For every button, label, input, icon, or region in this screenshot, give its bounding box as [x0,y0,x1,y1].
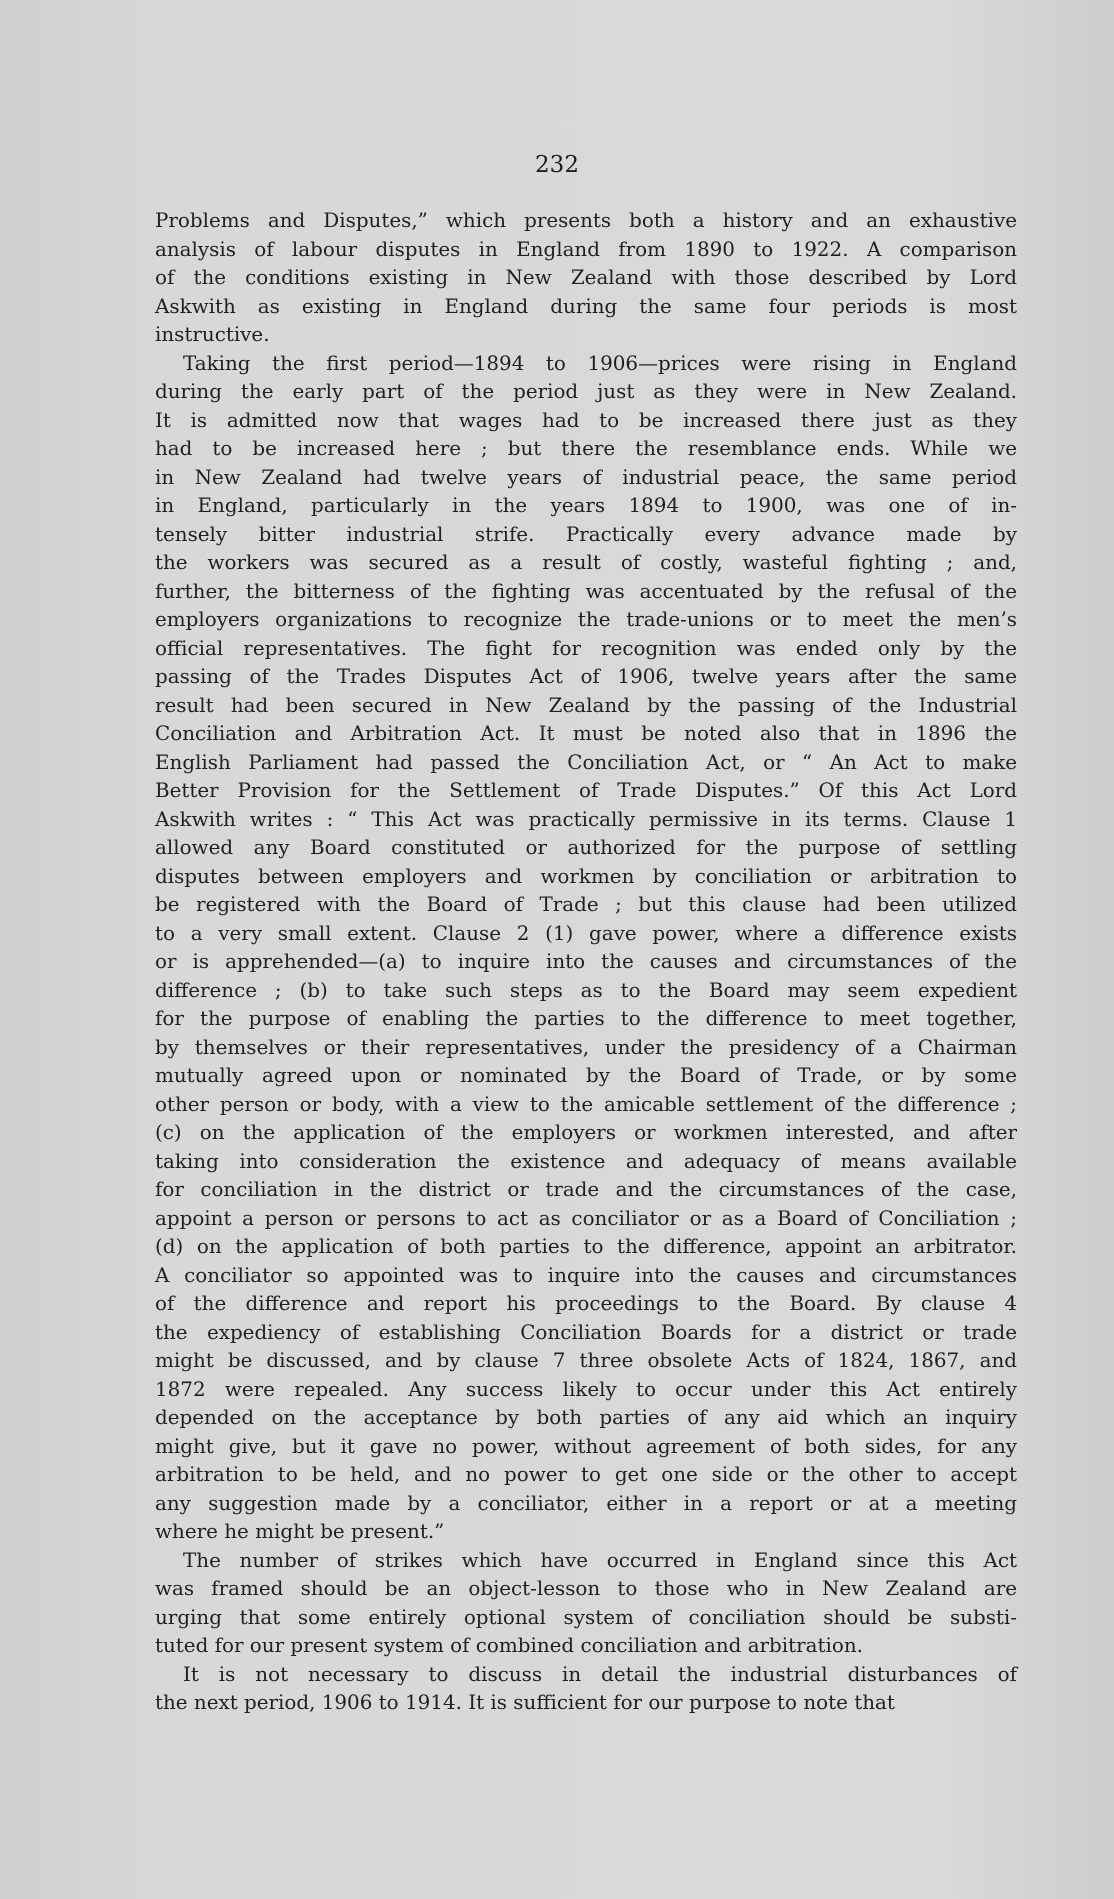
text-line: instructive. [155,323,270,346]
text-line: in England, particularly in the years 1894 to 1900, was one of in- [155,494,1017,517]
text-line: allowed any Board constituted or authorized for the purpose of settling [155,836,1017,859]
paragraph [155,350,1017,1547]
text-line: A conciliator so appointed was to inquire into the causes and circumstances [155,1263,1017,1287]
text-line: depended on the acceptance by both parties of any aid which an inquiry [155,1406,1017,1429]
text-line: arbitration to be held, and no power to get one side or the other to accept [155,1463,1017,1486]
text-line: The number of strikes which have occurred in England since this Act [183,1548,1017,1572]
text-line: might be discussed, and by clause 7 three obsolete Acts of 1824, 1867, and [155,1349,1017,1372]
text-line: taking into consideration the existence and adequacy of means available [155,1149,1017,1173]
text-line: might give, but it gave no power, without agreement of both sides, for any [155,1434,1017,1458]
text-line: Askwith as existing in England during the same four periods is most [155,294,1017,318]
text-line: of the conditions existing in New Zealand with those described by Lord [155,266,1017,289]
text-line: for the purpose of enabling the parties to the difference to meet together, [155,1007,1017,1030]
text-line: urging that some entirely optional system of conciliation should be substi- [155,1605,1017,1629]
text-line: during the early part of the period just as they were in New Zealand. [155,380,1017,403]
text-line: difference ; (b) to take such steps as to the Board may seem expedient [155,978,1017,1002]
text-line: where he might be present.” [155,1520,445,1543]
text-line: It is admitted now that wages had to be increased there just as they [155,408,1017,432]
text-line: appoint a person or persons to act as conciliator or as a Board of Conciliation ; [155,1206,1017,1230]
text-line: or is apprehended—(a) to inquire into the causes and circumstances of the [155,950,1017,973]
text-line: for conciliation in the district or trade and the circumstances of the case, [155,1178,1017,1201]
text-line: by themselves or their representatives, under the presidency of a Chairman [155,1035,1017,1059]
text-line: the expediency of establishing Conciliation Boards for a district or trade [155,1320,1017,1344]
text-line: had to be increased here ; but there the resemblance ends. While we [155,437,1017,460]
text-line: tuted for our present system of combined conciliation and arbitration. [155,1634,863,1657]
text-line: (d) on the application of both parties to the difference, appoint an arbitrator. [155,1235,1017,1258]
paragraph [155,1661,1017,1718]
text-line: Askwith writes : “ This Act was practically permissive in its terms. Clause 1 [155,807,1017,831]
text-line: in New Zealand had twelve years of industrial peace, the same period [155,465,1017,489]
text-line: Problems and Disputes,” which presents both a history and an exhaustive [155,209,1017,232]
text-line: further, the bitterness of the fighting was accentuated by the refusal of the [155,579,1017,603]
text-line: any suggestion made by a conciliator, either in a report or at a meeting [155,1491,1017,1515]
text-line: the next period, 1906 to 1914. It is sufficient for our purpose to note that [155,1691,895,1714]
text-line: Conciliation and Arbitration Act. It must be noted also that in 1896 the [155,722,1017,745]
text-line: English Parliament had passed the Conciliation Act, or “ An Act to make [155,750,1017,774]
text-line: It is not necessary to discuss in detail the industrial disturbances of [183,1662,1017,1686]
text-line: to a very small extent. Clause 2 (1) gave power, where a difference exists [155,921,1017,945]
paragraph [155,207,1017,350]
text-line: analysis of labour disputes in England from 1890 to 1922. A comparison [155,237,1017,261]
text-line: was framed should be an object-lesson to those who in New Zealand are [155,1577,1017,1600]
text-line: official representatives. The fight for recognition was ended only by the [155,636,1017,660]
text-line: mutually agreed upon or nominated by the Board of Trade, or by some [155,1064,1017,1087]
text-line: result had been secured in New Zealand by the passing of the Industrial [155,693,1017,717]
text-line: other person or body, with a view to the amicable settlement of the difference ; [155,1092,1017,1116]
text-line: of the difference and report his proceedings to the Board. By clause 4 [155,1292,1017,1315]
text-line: Taking the first period—1894 to 1906—prices were rising in England [183,351,1017,375]
text-line: 1872 were repealed. Any success likely to occur under this Act entirely [155,1377,1017,1401]
text-line: employers organizations to recognize the trade-unions or to meet the men’s [155,608,1017,631]
body-text [155,207,1017,1718]
paragraph [155,1547,1017,1661]
text-line: (c) on the application of the employers or workmen interested, and after [155,1121,1017,1144]
page-number: 232 [535,152,579,178]
text-line: be registered with the Board of Trade ; but this clause had been utilized [155,893,1017,916]
text-line: Better Provision for the Settlement of Trade Disputes.” Of this Act Lord [155,779,1017,802]
text-line: tensely bitter industrial strife. Practically every advance made by [155,522,1017,546]
text-line: disputes between employers and workmen by conciliation or arbitration to [155,864,1017,888]
text-line: passing of the Trades Disputes Act of 1906, twelve years after the same [155,665,1017,688]
text-line: the workers was secured as a result of costly, wasteful fighting ; and, [155,551,1017,574]
